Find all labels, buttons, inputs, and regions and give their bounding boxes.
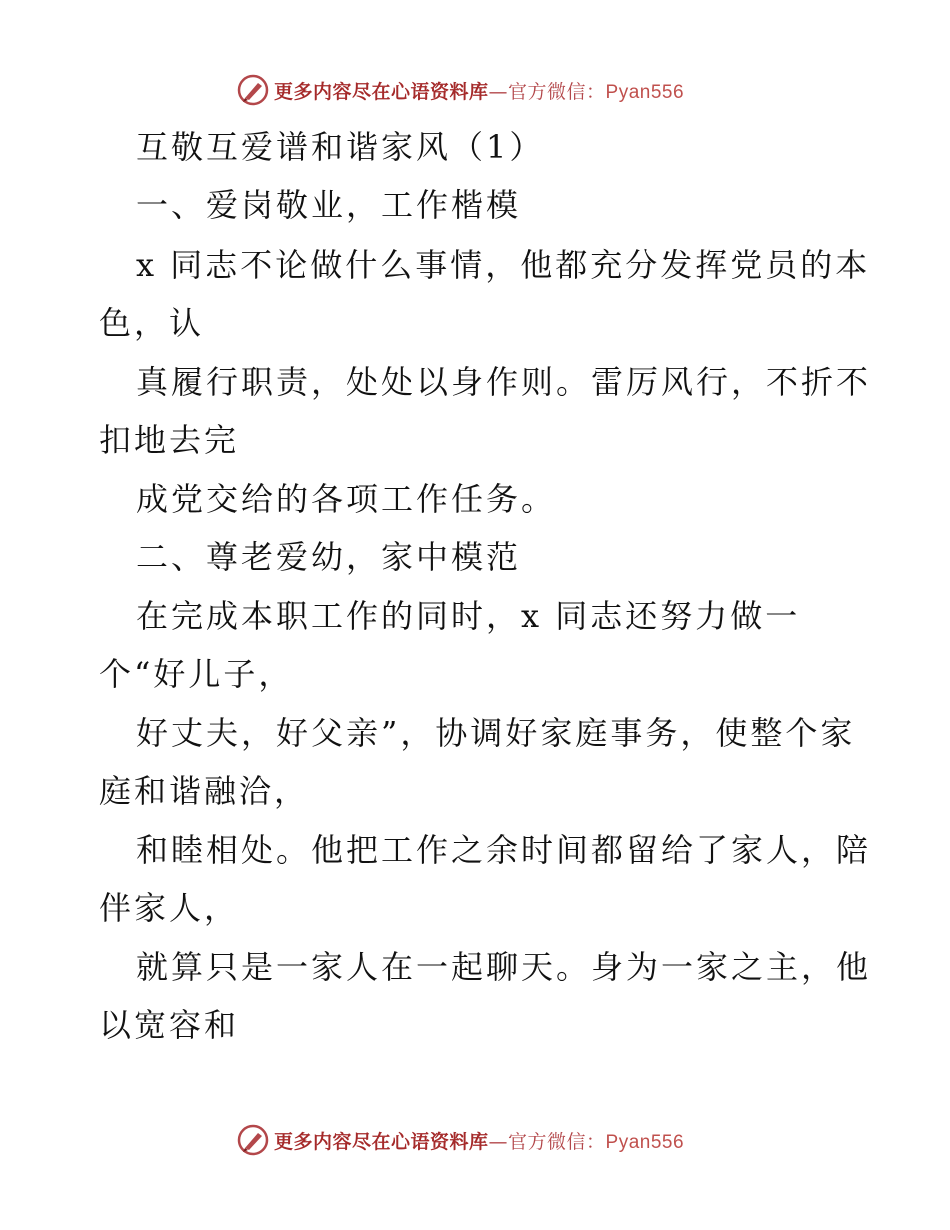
watermark-text (274, 77, 684, 104)
watermark-brand: 更多内容尽在心语资料库 (274, 80, 489, 103)
watermark-wechat-label: 官方微信： (508, 1130, 606, 1153)
watermark-separator: — (488, 80, 509, 103)
watermark-text (274, 1127, 684, 1154)
header-watermark (236, 72, 684, 108)
watermark-brand: 更多内容尽在心语资料库 (274, 1130, 489, 1153)
paragraph-line: 就算只是一家人在一起聊天。身为一家之主，他 (136, 948, 872, 986)
watermark-wechat-id: Pyan556 (605, 1131, 685, 1153)
paragraph-line: 色，认 (99, 304, 205, 342)
paragraph-line: 成党交给的各项工作任务。 (136, 480, 557, 518)
paragraph-line: 庭和谐融洽， (99, 772, 310, 810)
watermark-wechat-label: 官方微信： (508, 80, 606, 103)
watermark-wechat-id: Pyan556 (605, 81, 685, 103)
pen-logo-icon (236, 1123, 270, 1157)
paragraph-line: 以宽容和 (99, 1006, 240, 1044)
section-heading-1: 一、爱岗敬业，工作楷模 (136, 186, 522, 224)
paragraph-line: 在完成本职工作的同时，x 同志还努力做一 (136, 597, 801, 635)
paragraph-line: 个“好儿子， (99, 655, 294, 693)
paragraph-line: 好丈夫，好父亲”，协调好家庭事务，使整个家 (136, 714, 856, 752)
section-heading-2: 二、尊老爱幼，家中模范 (136, 538, 522, 576)
pen-logo-icon (236, 73, 270, 107)
watermark-separator: — (488, 1130, 509, 1153)
paragraph-line: 真履行职责，处处以身作则。雷厉风行，不折不 (136, 363, 872, 401)
paragraph-line: 伴家人， (99, 889, 240, 927)
footer-watermark (236, 1122, 684, 1158)
paragraph-line: 和睦相处。他把工作之余时间都留给了家人，陪 (136, 831, 872, 869)
document-title: 互敬互爱谱和谐家风（1） (136, 128, 545, 166)
paragraph-line: 扣地去完 (99, 421, 240, 459)
paragraph-line: x 同志不论做什么事情，他都充分发挥党员的本 (136, 246, 871, 284)
